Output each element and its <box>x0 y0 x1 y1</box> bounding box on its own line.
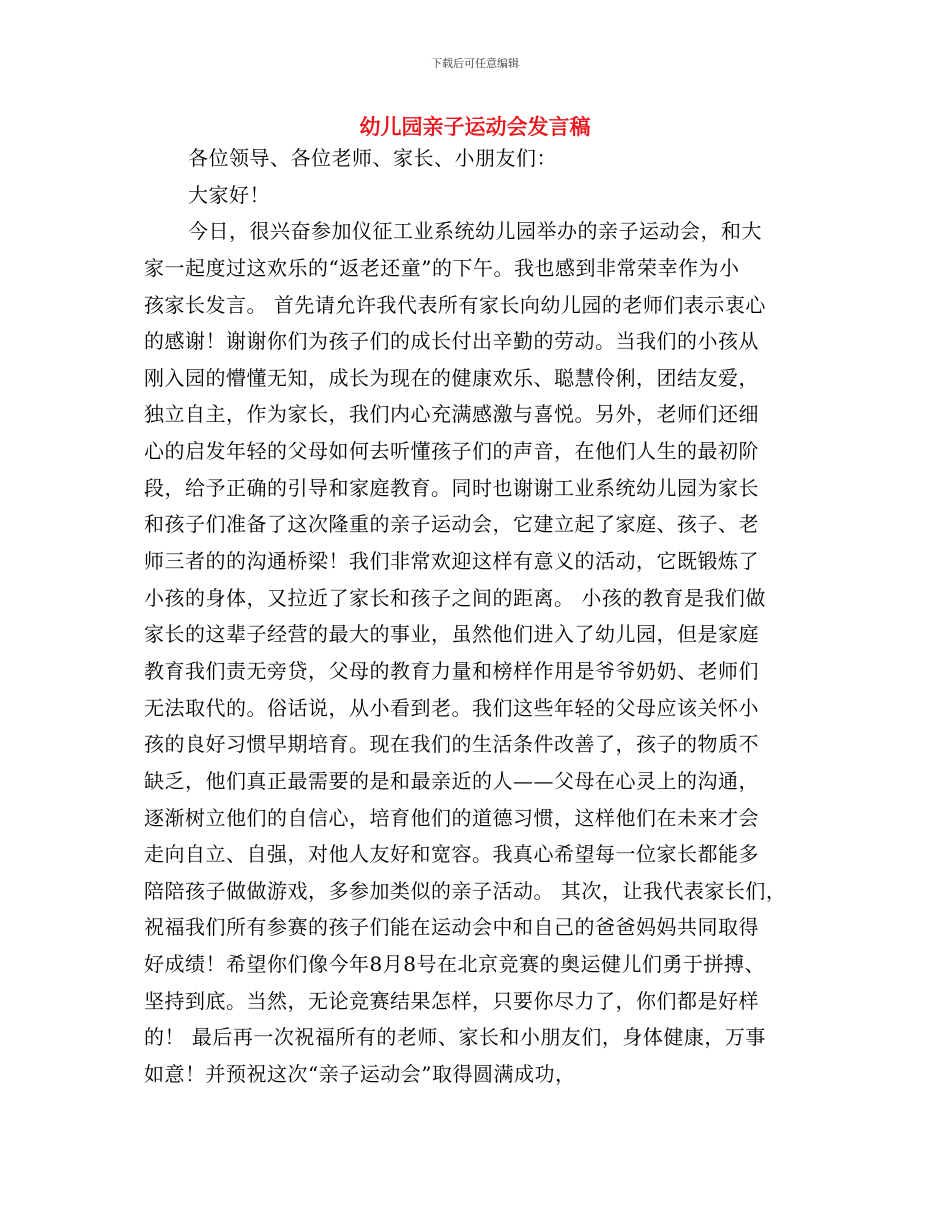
page-header-note: 下载后可任意编辑 <box>431 57 519 70</box>
body-line: 孩的良好习惯早期培育。现在我们的生活条件改善了，孩子的物质不 <box>144 732 759 757</box>
body-line: 和孩子们准备了这次隆重的亲子运动会，它建立起了家庭、孩子、老 <box>144 512 759 537</box>
body-line: 今日，很兴奋参加仪征工业系统幼儿园举办的亲子运动会，和大 <box>188 219 762 244</box>
body-line: 祝福我们所有参赛的孩子们能在运动会中和自己的爸爸妈妈共同取得 <box>144 915 759 940</box>
body-line: 陪陪孩子做做游戏，多参加类似的亲子活动。 其次，让我代表家长们， <box>144 878 787 903</box>
body-line: 如意！并预祝这次“亲子运动会”取得圆满成功， <box>144 1062 576 1087</box>
body-line: 师三者的的沟通桥梁！我们非常欢迎这样有意义的活动，它既锻炼了 <box>144 549 759 574</box>
body-line: 的感谢！谢谢你们为孩子们的成长付出辛勤的劳动。当我们的小孩从 <box>144 329 759 354</box>
body-line: 无法取代的。俗话说，从小看到老。我们这些年轻的父母应该关怀小 <box>144 695 759 720</box>
document-body <box>144 140 834 1093</box>
body-line: 缺乏，他们真正最需要的是和最亲近的人——父母在心灵上的沟通， <box>144 768 759 793</box>
body-line: 孩家长发言。 首先请允许我代表所有家长向幼儿园的老师们表示衷心 <box>144 292 766 317</box>
body-line: 家一起度过这欢乐的“返老还童”的下午。我也感到非常荣幸作为小 <box>144 255 740 280</box>
body-line: 大家好！ <box>188 182 270 207</box>
body-line: 段，给予正确的引导和家庭教育。同时也谢谢工业系统幼儿园为家长 <box>144 475 759 500</box>
body-line: 心的启发年轻的父母如何去听懂孩子们的声音，在他们人生的最初阶 <box>144 439 759 464</box>
body-line: 好成绩！希望你们像今年8月8号在北京竞赛的奥运健儿们勇于拼搏、 <box>144 952 765 977</box>
body-line: 走向自立、自强，对他人友好和宽容。我真心希望每一位家长都能多 <box>144 842 759 867</box>
body-line: 刚入园的懵懂无知，成长为现在的健康欢乐、聪慧伶俐，团结友爱， <box>144 365 759 390</box>
document-title: 幼儿园亲子运动会发言稿 <box>359 115 591 139</box>
body-line: 家长的这辈子经营的最大的事业，虽然他们进入了幼儿园，但是家庭 <box>144 622 759 647</box>
body-line: 教育我们责无旁贷，父母的教育力量和榜样作用是爷爷奶奶、老师们 <box>144 658 759 683</box>
body-line: 坚持到底。当然，无论竞赛结果怎样，只要你尽力了，你们都是好样 <box>144 988 759 1013</box>
body-line: 的！ 最后再一次祝福所有的老师、家长和小朋友们，身体健康，万事 <box>144 1025 766 1050</box>
body-line: 小孩的身体，又拉近了家长和孩子之间的距离。 小孩的教育是我们做 <box>144 585 766 610</box>
body-line: 逐渐树立他们的自信心，培育他们的道德习惯，这样他们在未来才会 <box>144 805 759 830</box>
body-line: 独立自主，作为家长，我们内心充满感激与喜悦。另外，老师们还细 <box>144 402 759 427</box>
body-line: 各位领导、各位老师、家长、小朋友们： <box>188 146 557 170</box>
